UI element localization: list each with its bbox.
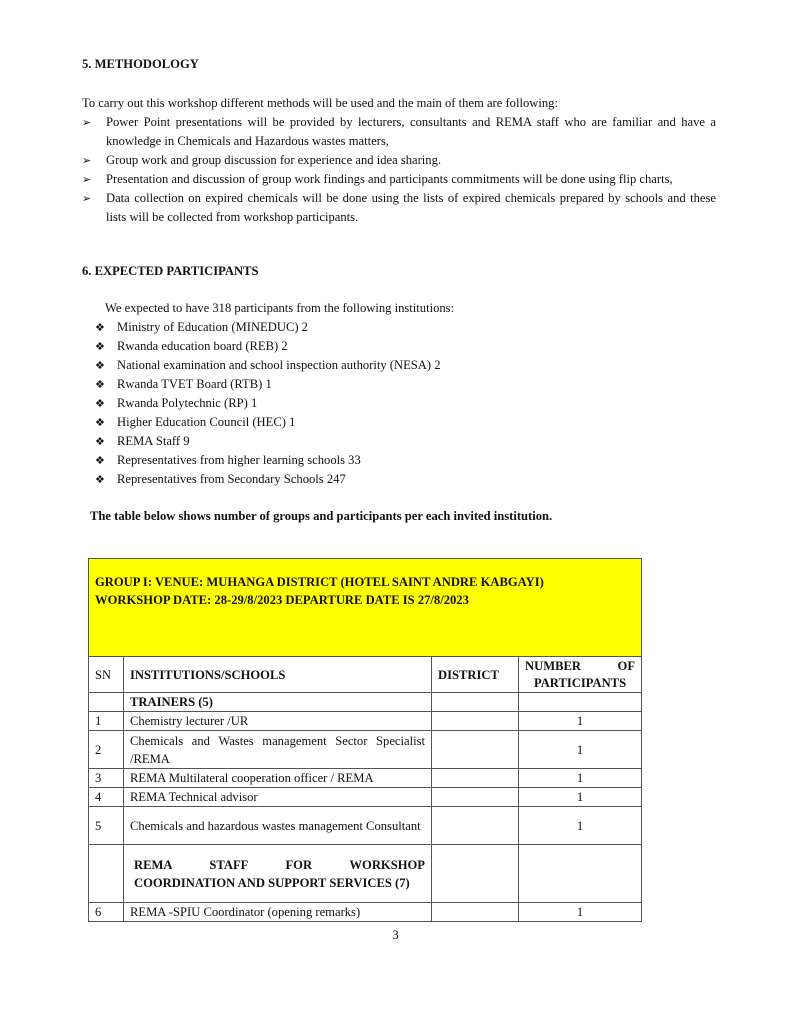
section-label: TRAINERS (5) <box>124 693 432 712</box>
methodology-list <box>82 113 716 227</box>
list-item: ❖ Higher Education Council (HEC) 1 <box>117 413 697 432</box>
arrow-bullet-icon: ➢ <box>82 192 92 205</box>
list-item: ❖ Rwanda education board (REB) 2 <box>117 337 697 356</box>
table-row: 5 Chemicals and hazardous wastes management Consultant 1 <box>89 807 642 845</box>
group-title: GROUP I: VENUE: MUHANGA DISTRICT (HOTEL SAINT ANDRE KABGAYI) WORKSHOP DATE: 28-29/8/2023 DEPARTURE DATE IS 27/8/2023 <box>89 559 642 657</box>
section-row-trainers <box>89 693 642 712</box>
arrow-bullet-icon: ➢ <box>82 116 92 129</box>
district-header: DISTRICT <box>432 657 519 693</box>
number-header: NUMBER OF PARTICIPANTS <box>519 657 642 693</box>
participants-intro: We expected to have 318 participants from the following institutions: <box>105 301 455 315</box>
arrow-bullet-icon: ➢ <box>82 154 92 167</box>
methodology-intro: To carry out this workshop different methods will be used and the main of them are following: <box>82 96 558 110</box>
column-header-row <box>89 657 642 693</box>
participants-heading: 6. EXPECTED PARTICIPANTS <box>82 264 259 278</box>
diamond-bullet-icon: ❖ <box>95 378 105 391</box>
list-item: ❖ Rwanda Polytechnic (RP) 1 <box>117 394 697 413</box>
diamond-bullet-icon: ❖ <box>95 359 105 372</box>
arrow-bullet-icon: ➢ <box>82 173 92 186</box>
diamond-bullet-icon: ❖ <box>95 454 105 467</box>
diamond-bullet-icon: ❖ <box>95 340 105 353</box>
diamond-bullet-icon: ❖ <box>95 321 105 334</box>
list-item: ➢ Data collection on expired chemicals will be done using the lists of expired chemicals prepared by schools and these lists will be collected from workshop participants. <box>82 191 716 224</box>
table-row: 2 Chemicals and Wastes management Sector Specialist /REMA 1 <box>89 731 642 769</box>
table-row: 3 REMA Multilateral cooperation officer / REMA 1 <box>89 769 642 788</box>
diamond-bullet-icon: ❖ <box>95 397 105 410</box>
methodology-heading: 5. METHODOLOGY <box>82 57 199 71</box>
list-item: ❖ Ministry of Education (MINEDUC) 2 <box>117 318 697 337</box>
institution-header: INSTITUTIONS/SCHOOLS <box>124 657 432 693</box>
list-item: ❖ National examination and school inspection authority (NESA) 2 <box>117 356 697 375</box>
table-row: 4 REMA Technical advisor 1 <box>89 788 642 807</box>
diamond-bullet-icon: ❖ <box>95 416 105 429</box>
participants-table <box>88 558 642 922</box>
section-label: REMA STAFF FOR WORKSHOP COORDINATION AND SUPPORT SERVICES (7) <box>124 845 432 903</box>
group-header-row <box>89 559 642 657</box>
list-item: ❖ Representatives from higher learning schools 33 <box>117 451 697 470</box>
list-item: ➢ Group work and group discussion for experience and idea sharing. <box>106 151 716 170</box>
participants-list <box>95 318 697 489</box>
list-item: ❖ REMA Staff 9 <box>117 432 697 451</box>
table-row: 1 Chemistry lecturer /UR 1 <box>89 712 642 731</box>
page-number: 3 <box>392 928 399 942</box>
table-caption: The table below shows number of groups and participants per each invited institution. <box>90 509 553 523</box>
list-item: ➢ Power Point presentations will be provided by lecturers, consultants and REMA staff who are familiar and have a knowledge in Chemicals and Hazardous wastes matters, <box>82 115 716 148</box>
table-row: 6 REMA -SPIU Coordinator (opening remarks) 1 <box>89 903 642 922</box>
list-item: ❖ Rwanda TVET Board (RTB) 1 <box>117 375 697 394</box>
sn-header: SN <box>89 657 124 693</box>
diamond-bullet-icon: ❖ <box>95 435 105 448</box>
list-item: ➢ Presentation and discussion of group work findings and participants commitments will be done using flip charts, <box>106 170 716 189</box>
section-row-staff <box>89 845 642 903</box>
list-item: ❖ Representatives from Secondary Schools 247 <box>117 470 697 489</box>
diamond-bullet-icon: ❖ <box>95 473 105 486</box>
